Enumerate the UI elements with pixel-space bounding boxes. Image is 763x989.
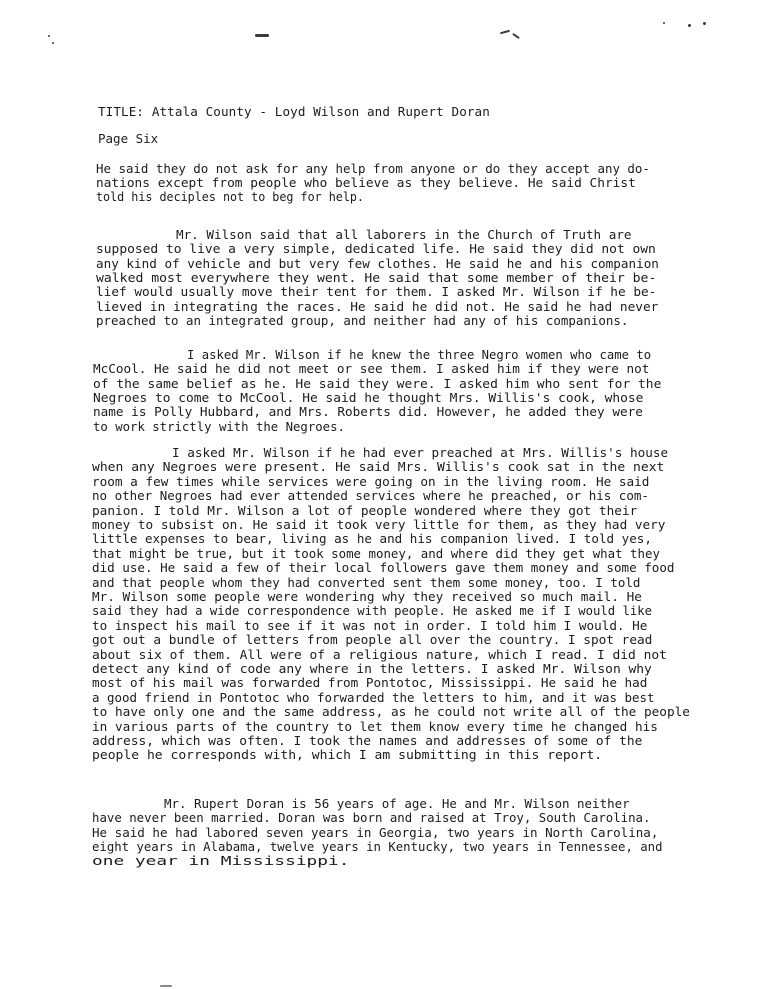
document-title [98,104,490,119]
paragraph-2-line: Mr. Wilson said that all laborers in the Church of Truth are [176,227,632,242]
scan-speck [688,24,691,27]
paragraph-1-line: He said they do not ask for any help from anyone or do they accept any do- [96,161,650,176]
paragraph-4-line: to have only one and the same address, as he could not write all of the people [92,704,690,720]
paragraph-2-line: lief would usually move their tent for them. I asked Mr. Wilson if he be- [96,284,657,300]
paragraph-4-line: said they had a wide correspondence with people. He asked me if I would like [92,603,652,619]
paragraph-2-line: any kind of vehicle and but very few clothes. He said he and his companion [96,255,659,271]
paragraph-2-line: supposed to live a very simple, dedicated life. He said they did not own [96,241,656,257]
paragraph-4-line: got out a bundle of letters from people all over the country. I spot read [92,632,653,648]
paragraph-4-line: when any Negroes were present. He said Mrs. Willis's cook sat in the next [92,459,665,475]
paragraph-4-line: people he corresponds with, which I am submitting in this report. [92,747,603,763]
paragraph-3-line: to work strictly with the Negroes. [93,418,345,434]
paragraph-3-line: of the same belief as he. He said they were. I asked him who sent for the [93,375,662,391]
paragraph-3-line: Negroes to come to McCool. He said he thought Mrs. Willis's cook, whose [93,389,644,405]
scan-speck [255,34,269,37]
paragraph-1-line: told his deciples not to beg for help. [96,189,364,205]
title-label: TITLE: [98,104,145,119]
scan-speck [512,33,520,39]
paragraph-4-line: a good friend in Pontotoc who forwarded the letters to him, and it was best [92,689,655,705]
paragraph-4-line: that might be true, but it took some money, and where did they get what they [92,545,660,561]
paragraph-5-line: He said he had labored seven years in Georgia, two years in North Carolina, [92,824,659,840]
paragraph-5-line: one year in Mississippi. [92,853,350,869]
scan-speck [663,22,665,24]
scan-speck [52,42,54,44]
paragraph-4-line: panion. I told Mr. Wilson a lot of people wondered where they got their [92,502,638,518]
paragraph-4-line: room a few times while services were going on in the living room. He said [92,473,650,489]
paragraph-1-line: nations except from people who believe as they believe. He said Christ [96,175,636,191]
scan-speck [703,22,706,25]
paragraph-3-line: McCool. He said he did not meet or see them. I asked him if they were not [93,361,650,377]
paragraph-2-line: lieved in integrating the races. He said he did not. He said he had never [96,298,659,314]
paragraph-4-line: to inspect his mail to see if it was not in order. I told him I would. He [92,617,648,633]
paragraph-3-line: name is Polly Hubbard, and Mrs. Roberts did. However, he added they were [93,404,643,420]
paragraph-5-line: have never been married. Doran was born and raised at Troy, South Carolina. [92,810,651,826]
paragraph-4-line: no other Negroes had ever attended services where he preached, or his com- [92,488,649,504]
paragraph-4-line: detect any kind of code any where in the letters. I asked Mr. Wilson why [92,661,652,676]
paragraph-4-line: in various parts of the country to let them know every time he changed his [92,718,658,734]
paragraph-4-line: I asked Mr. Wilson if he had ever preached at Mrs. Willis's house [172,445,669,460]
paragraph-2-line: walked most everywhere they went. He said that some member of their be- [96,269,657,285]
page-number: Page Six [98,131,159,146]
scan-speck [48,35,50,37]
paragraph-4-line: Mr. Wilson some people were wondering why they received so much mail. He [92,589,642,604]
paragraph-5-line: eight years in Alabama, twelve years in Kentucky, two years in Tennessee, and [92,838,663,854]
title-text: Attala County - Loyd Wilson and Rupert Doran [151,104,490,119]
paragraph-4-line: most of his mail was forwarded from Pontotoc, Mississippi. He said he had [92,675,648,691]
scan-speck [500,30,510,35]
paragraph-4-line: and that people whom they had converted sent them some money, too. I told [92,574,641,590]
paragraph-4-line: did use. He said a few of their local followers gave them money and some food [92,560,675,576]
paragraph-2-line: preached to an integrated group, and neither had any of his companions. [96,312,629,328]
paragraph-4-line: about six of them. All were of a religious nature, which I read. I did not [92,646,667,662]
paragraph-3-line: I asked Mr. Wilson if he knew the three Negro women who came to [187,347,652,362]
paragraph-4-line: little expenses to bear, living as he and his companion lived. I told yes, [92,531,652,547]
paragraph-4-line: address, which was often. I took the names and addresses of some of the [92,733,643,748]
scan-speck [160,985,172,987]
paragraph-5-line: Mr. Rupert Doran is 56 years of age. He and Mr. Wilson neither [164,796,630,811]
paragraph-4-line: money to subsist on. He said it took very little for them, as they had very [92,517,666,532]
